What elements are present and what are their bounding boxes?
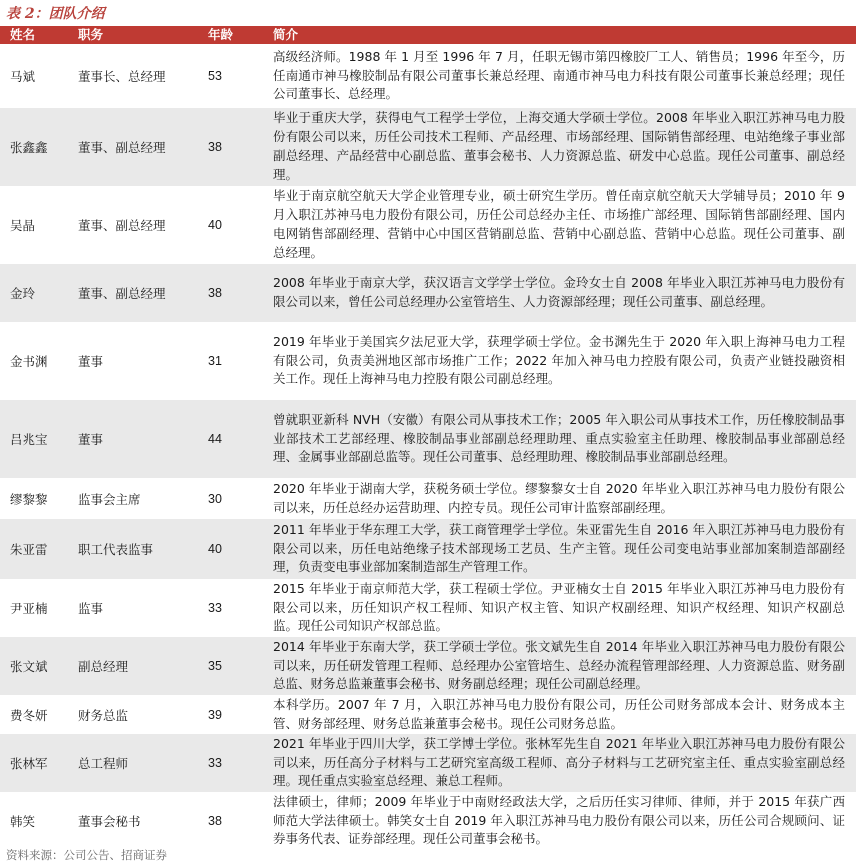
cell-name: [10, 400, 72, 478]
cell-bio-text: 本科学历。2007 年 7 月，入职江苏神马电力股份有限公司，历任公司财务部成本会计、财务成本主管、财务部经理、财务总监兼董事会秘书。现任公司财务总监。: [273, 696, 845, 731]
cell-bio-text: 法律硕士，律师；2009 年毕业于中南财经政法大学，之后历任实习律师、律师，并于 2015 年获广西师范大学法律硕士。韩笑女士自 2019 年入职江苏神马电力股份有限公司以来，历任公司合规顾问、证券事务代表、证券部经理。现任公司董事会秘书。: [273, 793, 845, 847]
cell-age-text: 38: [208, 814, 222, 828]
table-row: [0, 186, 856, 264]
cell-name: [10, 186, 72, 264]
cell-bio-text: 2019 年毕业于美国宾夕法尼亚大学，获理学硕士学位。金书渊先生于 2020 年入职上海神马电力工程有限公司，负责美洲地区部市场推广工作；2022 年加入神马电力控股有限公司，负责产业链投融资相关工作。现任上海神马电力控股有限公司副总经理。: [273, 333, 845, 387]
table-row: [0, 478, 856, 519]
cell-bio: [273, 734, 845, 792]
cell-name-text: 韩笑: [10, 814, 36, 829]
cell-name-text: 张文斌: [10, 659, 48, 674]
cell-bio-text: 高级经济师。1988 年 1 月至 1996 年 7 月，任职无锡市第四橡胶厂工人、销售员；1996 年至今，历任南通市神马橡胶制品有限公司董事长兼总经理、南通市神马电力科技有限公司董事长兼总经理；现任公司董事长、总经理。: [273, 48, 845, 102]
cell-role-text: 董事: [78, 432, 104, 447]
cell-name-text: 张鑫鑫: [10, 140, 48, 155]
cell-age-text: 31: [208, 354, 222, 368]
cell-bio: [273, 478, 845, 519]
cell-bio: [273, 579, 845, 637]
header-role: 职务: [78, 27, 104, 42]
cell-age-text: 33: [208, 756, 222, 770]
table-title: [6, 3, 105, 23]
cell-bio-text: 2021 年毕业于四川大学，获工学博士学位。张林军先生自 2021 年毕业入职江苏神马电力股份有限公司以来，历任高分子材料与工艺研究室高级工程师、高分子材料与工艺研究室主任、重点实验室副总经理。现任重点实验室总经理、兼总工程师。: [273, 735, 845, 789]
cell-name: [10, 734, 72, 792]
cell-role: [78, 478, 206, 519]
cell-name: [10, 478, 72, 519]
cell-age: [208, 637, 258, 695]
table-row: [0, 108, 856, 186]
cell-name: [10, 44, 72, 108]
cell-age-text: 40: [208, 542, 222, 556]
cell-name-text: 马斌: [10, 69, 36, 84]
cell-role-text: 财务总监: [78, 707, 129, 723]
cell-name-text: 尹亚楠: [10, 601, 48, 616]
table-row: [0, 579, 856, 637]
cell-age: [208, 400, 258, 478]
cell-bio: [273, 186, 845, 264]
cell-name: [10, 264, 72, 322]
cell-role-text: 董事会秘书: [78, 814, 141, 829]
cell-name-text: 吴晶: [10, 218, 36, 233]
cell-role: [78, 579, 206, 637]
cell-age: [208, 792, 258, 850]
cell-age-text: 38: [208, 286, 222, 300]
cell-name: [10, 579, 72, 637]
cell-role-text: 董事、副总经理: [78, 286, 166, 301]
table-row: [0, 322, 856, 400]
cell-bio: [273, 637, 845, 695]
cell-name: [10, 108, 72, 186]
cell-age-text: 38: [208, 140, 222, 154]
table-title-text: 表 2：团队介绍: [6, 6, 105, 22]
cell-bio-text: 毕业于重庆大学，获得电气工程学士学位，上海交通大学硕士学位。2008 年毕业入职江苏神马电力股份有限公司以来，历任公司技术工程师、产品经理、市场部经理、国际销售部经理、电站绝缘子事业部副总经理、产品经营中心副总监、董事会秘书、人力资源总监、研发中心总监。现任公司董事、副总经理。: [273, 110, 845, 182]
cell-role: [78, 108, 206, 186]
cell-age-text: 35: [208, 659, 222, 673]
cell-bio: [273, 108, 845, 186]
cell-age: [208, 186, 258, 264]
cell-role: [78, 322, 206, 400]
cell-role-text: 董事、副总经理: [78, 218, 166, 233]
table-row: [0, 734, 856, 792]
table-row: [0, 637, 856, 695]
cell-bio: [273, 400, 845, 478]
cell-age-text: 44: [208, 432, 222, 446]
cell-bio-text: 曾就职亚新科 NVH（安徽）有限公司从事技术工作；2005 年入职公司从事技术工作，历任橡胶制品事业部技术工艺部经理、橡胶制品事业部副总经理助理、重点实验室主任助理、橡胶制品事业部副总经理、金属事业部副总监等。现任公司董事、总经理助理、橡胶制品事业部副总经理。: [273, 411, 845, 465]
cell-bio: [273, 519, 845, 579]
cell-bio-text: 2015 年毕业于南京师范大学，获工程硕士学位。尹亚楠女士自 2015 年毕业入职江苏神马电力股份有限公司以来，历任知识产权工程师、知识产权主管、知识产权副经理、知识产权经理、知识产权副总监。现任公司知识产权部总监。: [273, 580, 845, 634]
source-note: 资料来源：公司公告、招商证券: [6, 848, 167, 862]
header-bio: 简介: [273, 27, 299, 42]
cell-role-text: 董事: [78, 354, 104, 369]
cell-name-text: 金玲: [10, 286, 36, 301]
cell-role: [78, 186, 206, 264]
table-row: [0, 400, 856, 478]
cell-role: [78, 400, 206, 478]
cell-age-text: 33: [208, 601, 222, 615]
cell-bio: [273, 264, 845, 322]
cell-age: [208, 579, 258, 637]
cell-age: [208, 44, 258, 108]
table-row: [0, 44, 856, 108]
cell-role-text: 监事: [78, 601, 104, 616]
cell-role-text: 总工程师: [78, 756, 129, 771]
cell-role: [78, 695, 206, 734]
cell-age: [208, 695, 258, 734]
cell-age: [208, 519, 258, 579]
cell-role: [78, 734, 206, 792]
cell-role-text: 董事长、总经理: [78, 69, 166, 84]
cell-name-text: 吕兆宝: [10, 432, 48, 447]
cell-bio-text: 2014 年毕业于东南大学，获工学硕士学位。张文斌先生自 2014 年毕业入职江苏神马电力股份有限公司以来，历任研发管理工程师、总经理办公室管培生、总经办流程管理部经理、人力资源总监、财务副总监、财务总监兼董事会秘书、财务副总经理；现任公司副总经理。: [273, 638, 845, 692]
cell-age-text: 40: [208, 218, 222, 232]
cell-bio-text: 2008 年毕业于南京大学，获汉语言文学学士学位。金玲女士自 2008 年毕业入职江苏神马电力股份有限公司以来，曾任公司总经理办公室管培生、人力资源部经理；现任公司董事、副总经理。: [273, 275, 845, 309]
cell-bio: [273, 44, 845, 108]
cell-name: [10, 695, 72, 734]
cell-bio-text: 毕业于南京航空航天大学企业管理专业，硕士研究生学历。曾任南京航空航天大学辅导员；2010 年 9 月入职江苏神马电力股份有限公司，历任公司总经办主任、市场推广部经理、国际销售部副经理、国内电网销售部副经理、营销中心中国区营销副总监、营销中心副总监、营销中心总监。现任公司董事、副总经理。: [273, 188, 845, 260]
cell-age-text: 39: [208, 707, 222, 722]
table-row: [0, 519, 856, 579]
cell-bio-text: 2011 年毕业于华东理工大学，获工商管理学士学位。朱亚雷先生自 2016 年入职江苏神马电力股份有限公司以来，历任电站绝缘子技术部现场工艺员、生产主管。现任公司变电站事业部加案制造部副经理，负责变电事业部加案制造部生产管理工作。: [273, 521, 845, 575]
cell-name-text: 费冬妍: [10, 707, 48, 723]
cell-bio: [273, 322, 845, 400]
cell-name-text: 金书渊: [10, 354, 48, 369]
cell-bio: [273, 695, 845, 734]
cell-role: [78, 792, 206, 850]
cell-bio-text: 2020 年毕业于湖南大学，获税务硕士学位。缪黎黎女士自 2020 年毕业入职江苏神马电力股份有限公司以来，历任总经办运营助理、内控专员。现任公司审计监察部副经理。: [273, 480, 845, 515]
cell-role-text: 职工代表监事: [78, 542, 154, 557]
cell-role-text: 副总经理: [78, 659, 129, 674]
cell-role-text: 监事会主席: [78, 491, 141, 507]
table-header: [0, 26, 856, 44]
cell-name-text: 缪黎黎: [10, 491, 48, 507]
header-name: 姓名: [10, 27, 36, 42]
cell-name-text: 张林军: [10, 756, 48, 771]
cell-age: [208, 264, 258, 322]
cell-role-text: 董事、副总经理: [78, 140, 166, 155]
cell-role: [78, 519, 206, 579]
cell-age: [208, 322, 258, 400]
cell-name-text: 朱亚雷: [10, 542, 48, 557]
table-row: [0, 264, 856, 322]
cell-role: [78, 44, 206, 108]
table-row: [0, 792, 856, 850]
cell-age: [208, 108, 258, 186]
cell-age-text: 30: [208, 491, 222, 506]
cell-role: [78, 637, 206, 695]
cell-bio: [273, 792, 845, 850]
cell-name: [10, 792, 72, 850]
cell-role: [78, 264, 206, 322]
cell-name: [10, 519, 72, 579]
header-age: 年龄: [208, 27, 234, 42]
cell-age: [208, 478, 258, 519]
cell-age-text: 53: [208, 69, 222, 83]
cell-name: [10, 637, 72, 695]
table-row: [0, 695, 856, 734]
cell-name: [10, 322, 72, 400]
cell-age: [208, 734, 258, 792]
